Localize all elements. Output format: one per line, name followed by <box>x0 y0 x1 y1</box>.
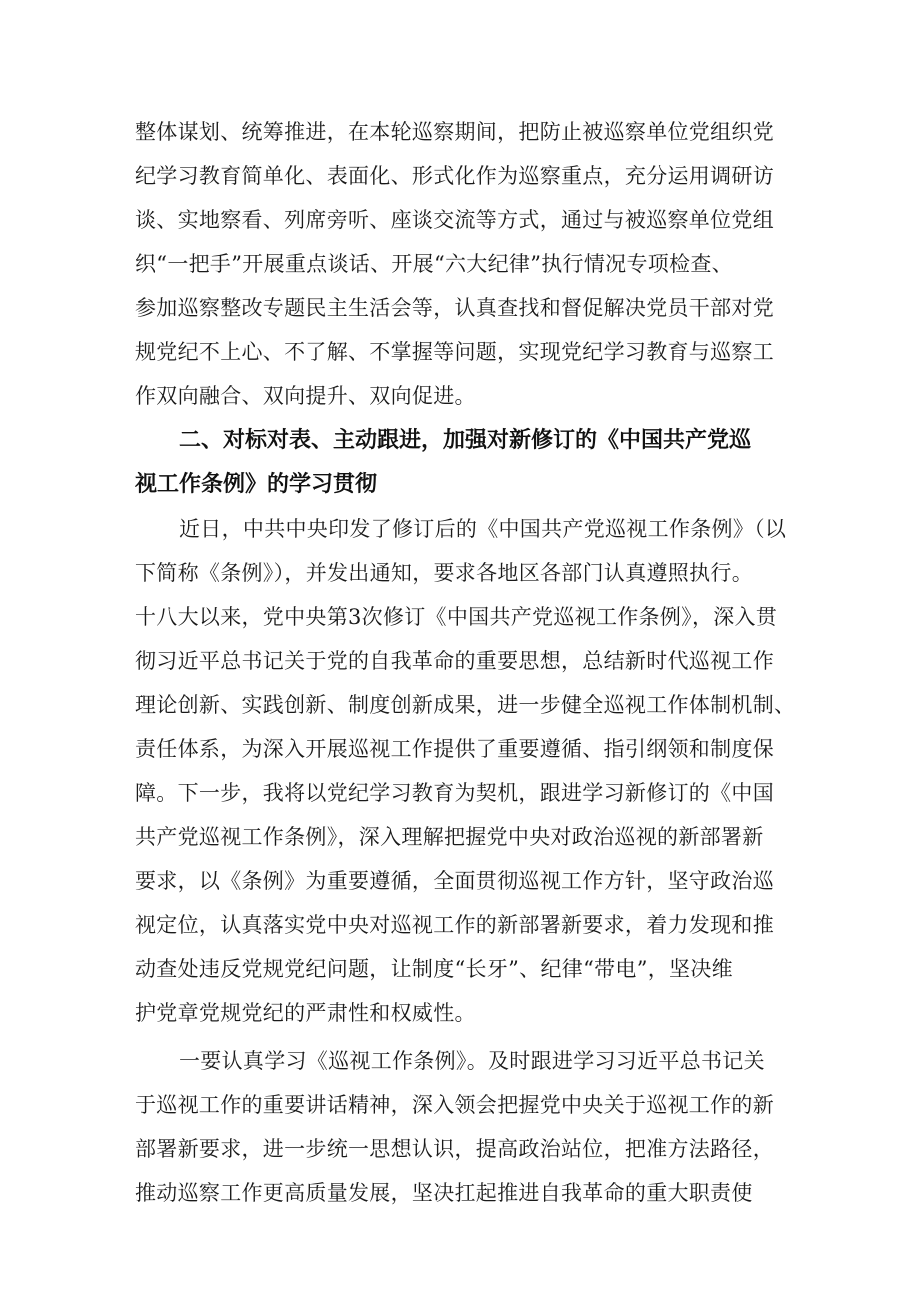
text-line: 参加巡察整改专题民主生活会等，认真查找和督促解决党员干部对党 <box>135 296 774 320</box>
document-body <box>135 110 795 1215</box>
text-line: 下简称《条例》），并发出通知，要求各地区各部门认真遵照执行。 <box>135 561 753 585</box>
heading-line: 视工作条例》的学习贯彻 <box>135 472 378 497</box>
paragraph-2 <box>135 507 795 1035</box>
text-line: 规党纪不上心、不了解、不掌握等问题，实现党纪学习教育与巡察工 <box>135 340 774 364</box>
text-line: 障。下一步，我将以党纪学习教育为契机，跟进学习新修订的《中国 <box>135 781 774 805</box>
text-line: 整体谋划、统筹推进，在本轮巡察期间，把防止被巡察单位党组织党 <box>135 120 774 144</box>
text-line: 于巡视工作的重要讲话精神，深入领会把握党中央关于巡视工作的新 <box>135 1093 774 1117</box>
text-line: 近日，中共中央印发了修订后的《中国共产党巡视工作条例》（以 <box>179 517 787 541</box>
paragraph-1 <box>135 110 795 418</box>
heading-line: 二、对标对表、主动跟进，加强对新修订的《中国共产党巡 <box>179 428 752 453</box>
text-line: 责任体系，为深入开展巡视工作提供了重要遵循、指引纲领和制度保 <box>135 737 774 761</box>
text-line: 彻习近平总书记关于党的自我革命的重要思想，总结新时代巡视工作 <box>135 649 774 673</box>
text-line: 作双向融合、双向提升、双向促进。 <box>135 384 476 408</box>
text-line: 十八大以来，党中央第3次修订《中国共产党巡视工作条例》，深入贯 <box>135 605 778 629</box>
text-line: 织“一把手”开展重点谈话、开展“六大纪律”执行情况专项检查、 <box>135 252 733 276</box>
text-line: 视定位，认真落实党中央对巡视工作的新部署新要求，着力发现和推 <box>135 913 774 937</box>
text-line: 纪学习教育简单化、表面化、形式化作为巡察重点，充分运用调研访 <box>135 164 774 188</box>
text-line: 部署新要求，进一步统一思想认识，提高政治站位，把准方法路径， <box>135 1137 774 1161</box>
text-line: 要求，以《条例》为重要遵循，全面贯彻巡视工作方针，坚守政治巡 <box>135 869 774 893</box>
text-line: 护党章党规党纪的严肃性和权威性。 <box>135 1001 476 1025</box>
text-line: 谈、实地察看、列席旁听、座谈交流等方式，通过与被巡察单位党组 <box>135 208 774 232</box>
text-line: 共产党巡视工作条例》，深入理解把握党中央对政治巡视的新部署新 <box>135 825 764 849</box>
text-line: 动查处违反党规党纪问题，让制度“长牙”、纪律“带电”，坚决维 <box>135 957 733 981</box>
section-heading <box>135 419 795 507</box>
text-line: 理论创新、实践创新、制度创新成果，进一步健全巡视工作体制机制、 <box>135 693 795 717</box>
text-line: 一要认真学习《巡视工作条例》。及时跟进学习习近平总书记关 <box>179 1049 765 1073</box>
text-line: 推动巡察工作更高质量发展，坚决扛起推进自我革命的重大职责使 <box>135 1181 753 1205</box>
paragraph-3 <box>135 1039 795 1215</box>
